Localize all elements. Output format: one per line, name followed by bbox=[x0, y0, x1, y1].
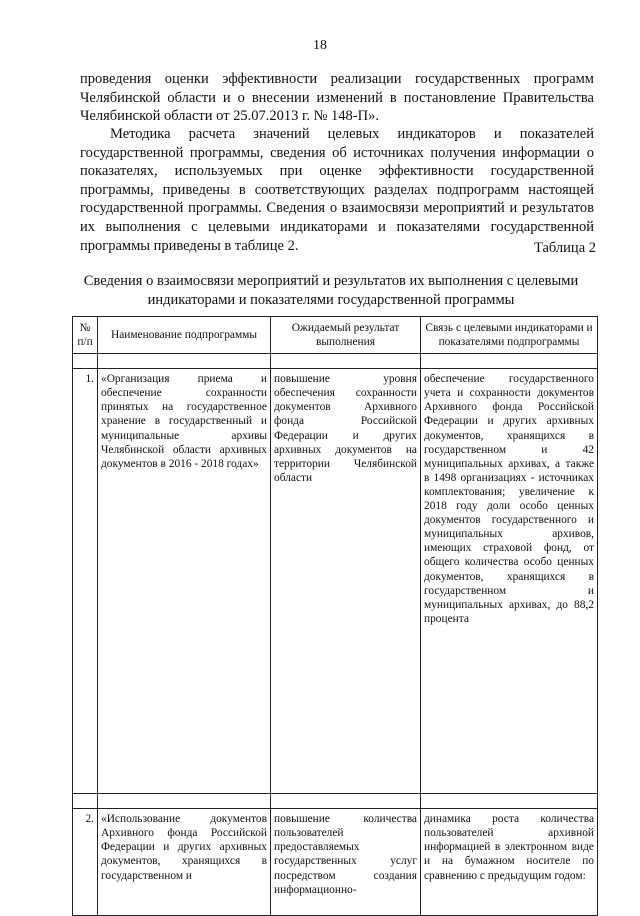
paragraph-2: Методика расчета значений целевых индикаторов и показателей государственной программы, сведения об источниках получения информации о показателях, используемых при оценке эффективности государственной программы, приведены в соответствующих разделах подпрограмм настоящей государственной программы. Сведения о взаимосвязи мероприятий и результатов их выполнения с целевыми индикаторами и показателями государственной программы приведены в таблице 2. bbox=[80, 126, 594, 254]
table-spacer-row bbox=[73, 354, 598, 369]
header-expected-result: Ожидаемый результат выполнения bbox=[271, 317, 421, 354]
paragraph-1: проведения оценки эффективности реализации государственных программ Челябинской области и о внесении изменений в постановление Правительства Челябинской области от 25.07.2013 г. № 148-П». bbox=[80, 71, 594, 125]
expected-result: повышение количества пользователей предоставляемых государственных услуг посредством создания информационно- bbox=[271, 809, 421, 916]
indicator-link: обеспечение государственного учета и сохранности документов Архивного фонда Российской Федерации и других архивных документов, хранящихся в государственном и 42 муниципальных архивах, а также в 1498 организациях - источниках комплектования; увеличение к 2018 году доли особо ценных документов государственного и муниципальных архивов, имеющих страховой фонд, от общего количества особо ценных документов, хранящихся в государственном и муниципальных архивах, до 88,2 процента bbox=[421, 369, 598, 794]
header-indicator-link: Связь с целевыми индикаторами и показателями подпрограммы bbox=[421, 317, 598, 354]
header-number: № п/п bbox=[73, 317, 98, 354]
subprogram-name: «Использование документов Архивного фонда Российской Федерации и других архивных документов, хранящихся в государственном и bbox=[98, 809, 271, 916]
subprogram-name: «Организация приема и обеспечение сохранности принятых на государственное хранение в государственный и муниципальные архивы Челябинской области архивных документов в 2016 - 2018 годах» bbox=[98, 369, 271, 794]
header-subprogram-name: Наименование подпрограммы bbox=[98, 317, 271, 354]
table-row bbox=[73, 369, 598, 794]
row-number: 2. bbox=[73, 809, 98, 916]
table-spacer-row bbox=[73, 794, 598, 809]
expected-result: повышение уровня обеспечения сохранности документов Архивного фонда Российской Федерации и других архивных документов на территории Челябинской области bbox=[271, 369, 421, 794]
page-number: 18 bbox=[313, 38, 327, 53]
table-label: Таблица 2 bbox=[533, 240, 596, 256]
table-caption: Сведения о взаимосвязи мероприятий и результатов их выполнения с целевыми индикаторами и показателями государственной программы bbox=[83, 273, 579, 308]
program-links-table bbox=[72, 316, 598, 916]
row-number: 1. bbox=[73, 369, 98, 794]
table-header-row bbox=[73, 317, 598, 354]
indicator-link: динамика роста количества пользователей архивной информацией в электронном виде и на бумажном носителе по сравнению с предыдущим годом: bbox=[421, 809, 598, 916]
table-row bbox=[73, 809, 598, 916]
